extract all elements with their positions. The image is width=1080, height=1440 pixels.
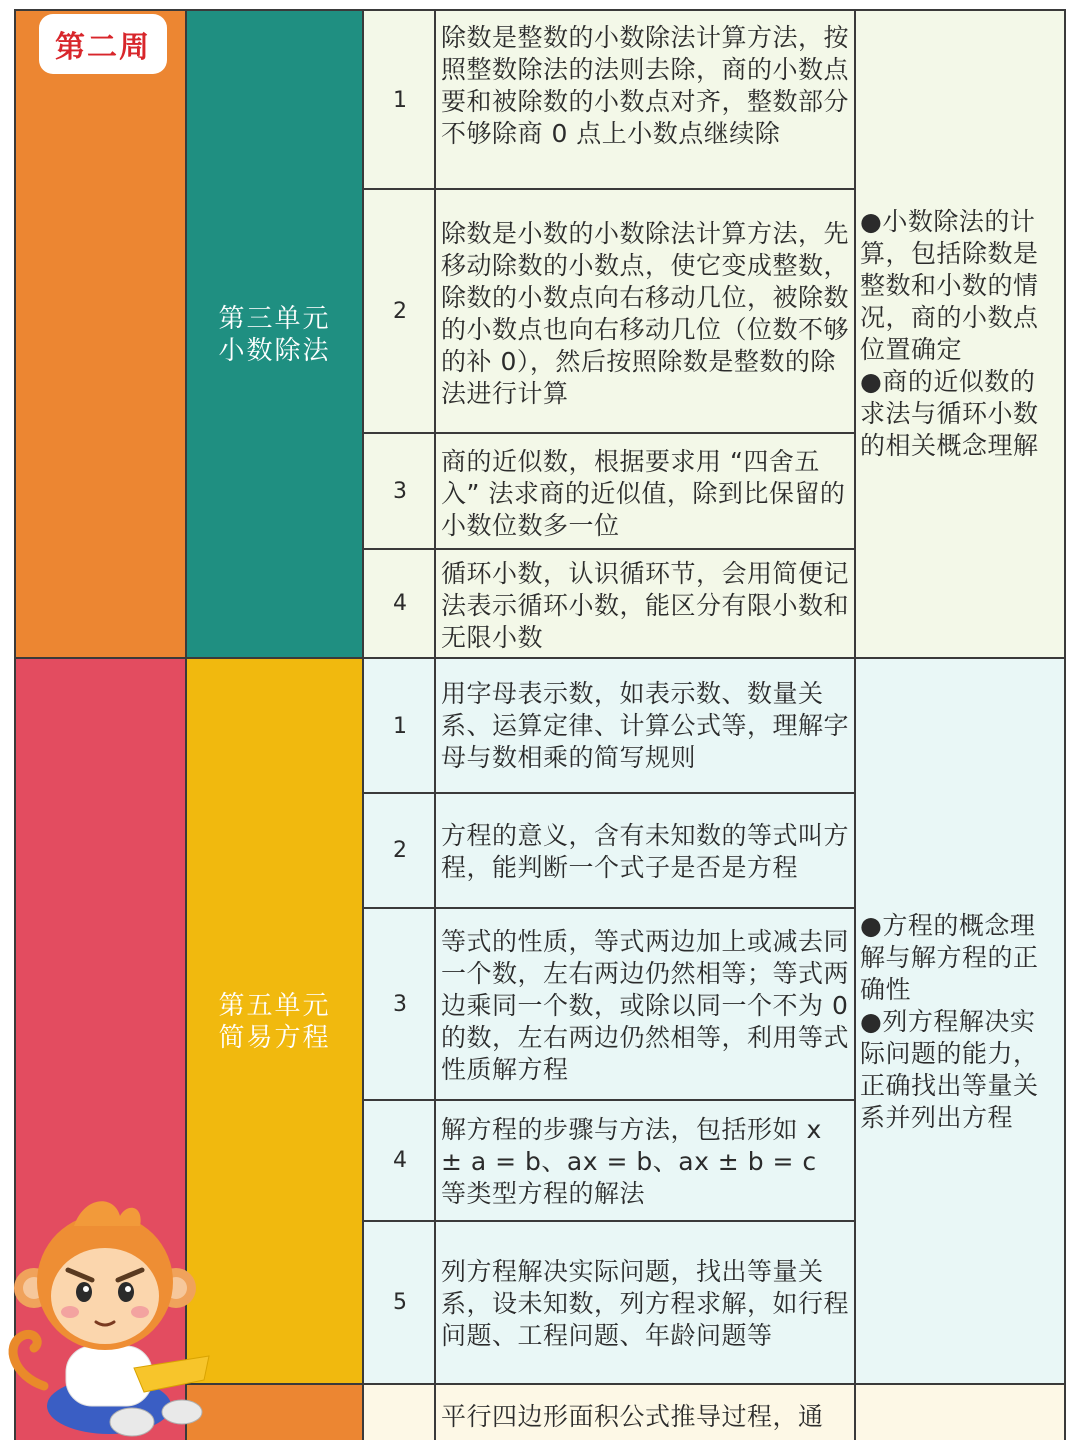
lesson-content: 方程的意义，含有未知数的等式叫方程，能判断一个式子是否是方程 [441,821,850,882]
grid-line [363,1220,855,1222]
grid-line [363,432,855,434]
unit-title: 第五单元 [218,991,331,1021]
key-points: ●方程的概念理解与解方程的正确性 ●列方程解决实际问题的能力，正确找出等量关系并列出方程 [860,911,1039,1132]
lesson-number: 1 [393,714,407,739]
lesson-content: 除数是整数的小数除法计算方法，按照整数除法的法则去除，商的小数点要和被除数的小数点对齐，整数部分不够除商 0 点上小数点继续除 [441,23,850,148]
grid-line [363,1099,855,1101]
week-column-bg [15,10,186,658]
lesson-content: 解方程的步骤与方法，包括形如 x ± a = b、ax = b、ax ± b = c 等类型方程的解法 [441,1115,822,1208]
grid-line [363,792,855,794]
lesson-number: 3 [393,478,407,504]
lesson-number: 1 [393,87,407,113]
grid-line [854,9,856,1440]
lesson-content: 除数是小数的小数除法计算方法，先移动除数的小数点，使它变成整数，除数的小数点向右移动几位，被除数的小数点也向右移动几位（位数不够的补 0），然后按照除数是整数的除法进行计算 [441,219,850,408]
lesson-content: 用字母表示数，如表示数、数量关系、运算定律、计算公式等，理解字母与数相乘的简写规则 [441,679,850,772]
unit-label-division [186,300,363,370]
key-points: ●小数除法的计算，包括除数是整数和小数的情况，商的小数点位置确定 ●商的近似数的求法与循环小数的相关概念理解 [860,207,1039,460]
grid-line [363,907,855,909]
week-badge: 第二周 [39,14,167,74]
grid-line [363,188,855,190]
grid-line [434,9,436,1440]
unit-title: 第三单元 [218,304,331,334]
lesson-number: 2 [393,838,407,863]
unit-subtitle: 小数除法 [218,336,331,366]
lesson-number [365,1386,435,1440]
lesson-number: 2 [393,299,407,324]
lesson-number: 4 [393,1148,407,1173]
grid-line [362,9,364,1440]
lesson-content: 列方程解决实际问题，找出等量关系，设未知数，列方程求解，如行程问题、工程问题、年龄问题等 [441,1257,850,1350]
unit-label-equations [186,987,363,1057]
unit-subtitle: 简易方程 [218,1023,331,1053]
lesson-number: 3 [393,991,407,1017]
lesson-number: 4 [393,591,407,616]
lesson-content: 等式的性质，等式两边加上或减去同一个数，左右两边仍然相等；等式两边乘同一个数，或除以同一个不为 0 的数，左右两边仍然相等，利用等式性质解方程 [441,927,850,1084]
lesson-content: 商的近似数，根据要求用 “四舍五入” 法求商的近似值，除到比保留的小数位数多一位 [441,447,846,540]
lesson-number: 5 [393,1290,407,1315]
grid-line [15,9,1065,11]
grid-line [15,657,1065,659]
lesson-content: 循环小数，认识循环节，会用简便记法表示循环小数，能区分有限小数和无限小数 [441,559,850,652]
lesson-content: 平行四边形面积公式推导过程，通 [441,1402,824,1431]
grid-line [186,1383,1065,1385]
monkey-mascot-illustration [4,1196,218,1440]
grid-line [1064,9,1066,1440]
grid-line [363,548,855,550]
